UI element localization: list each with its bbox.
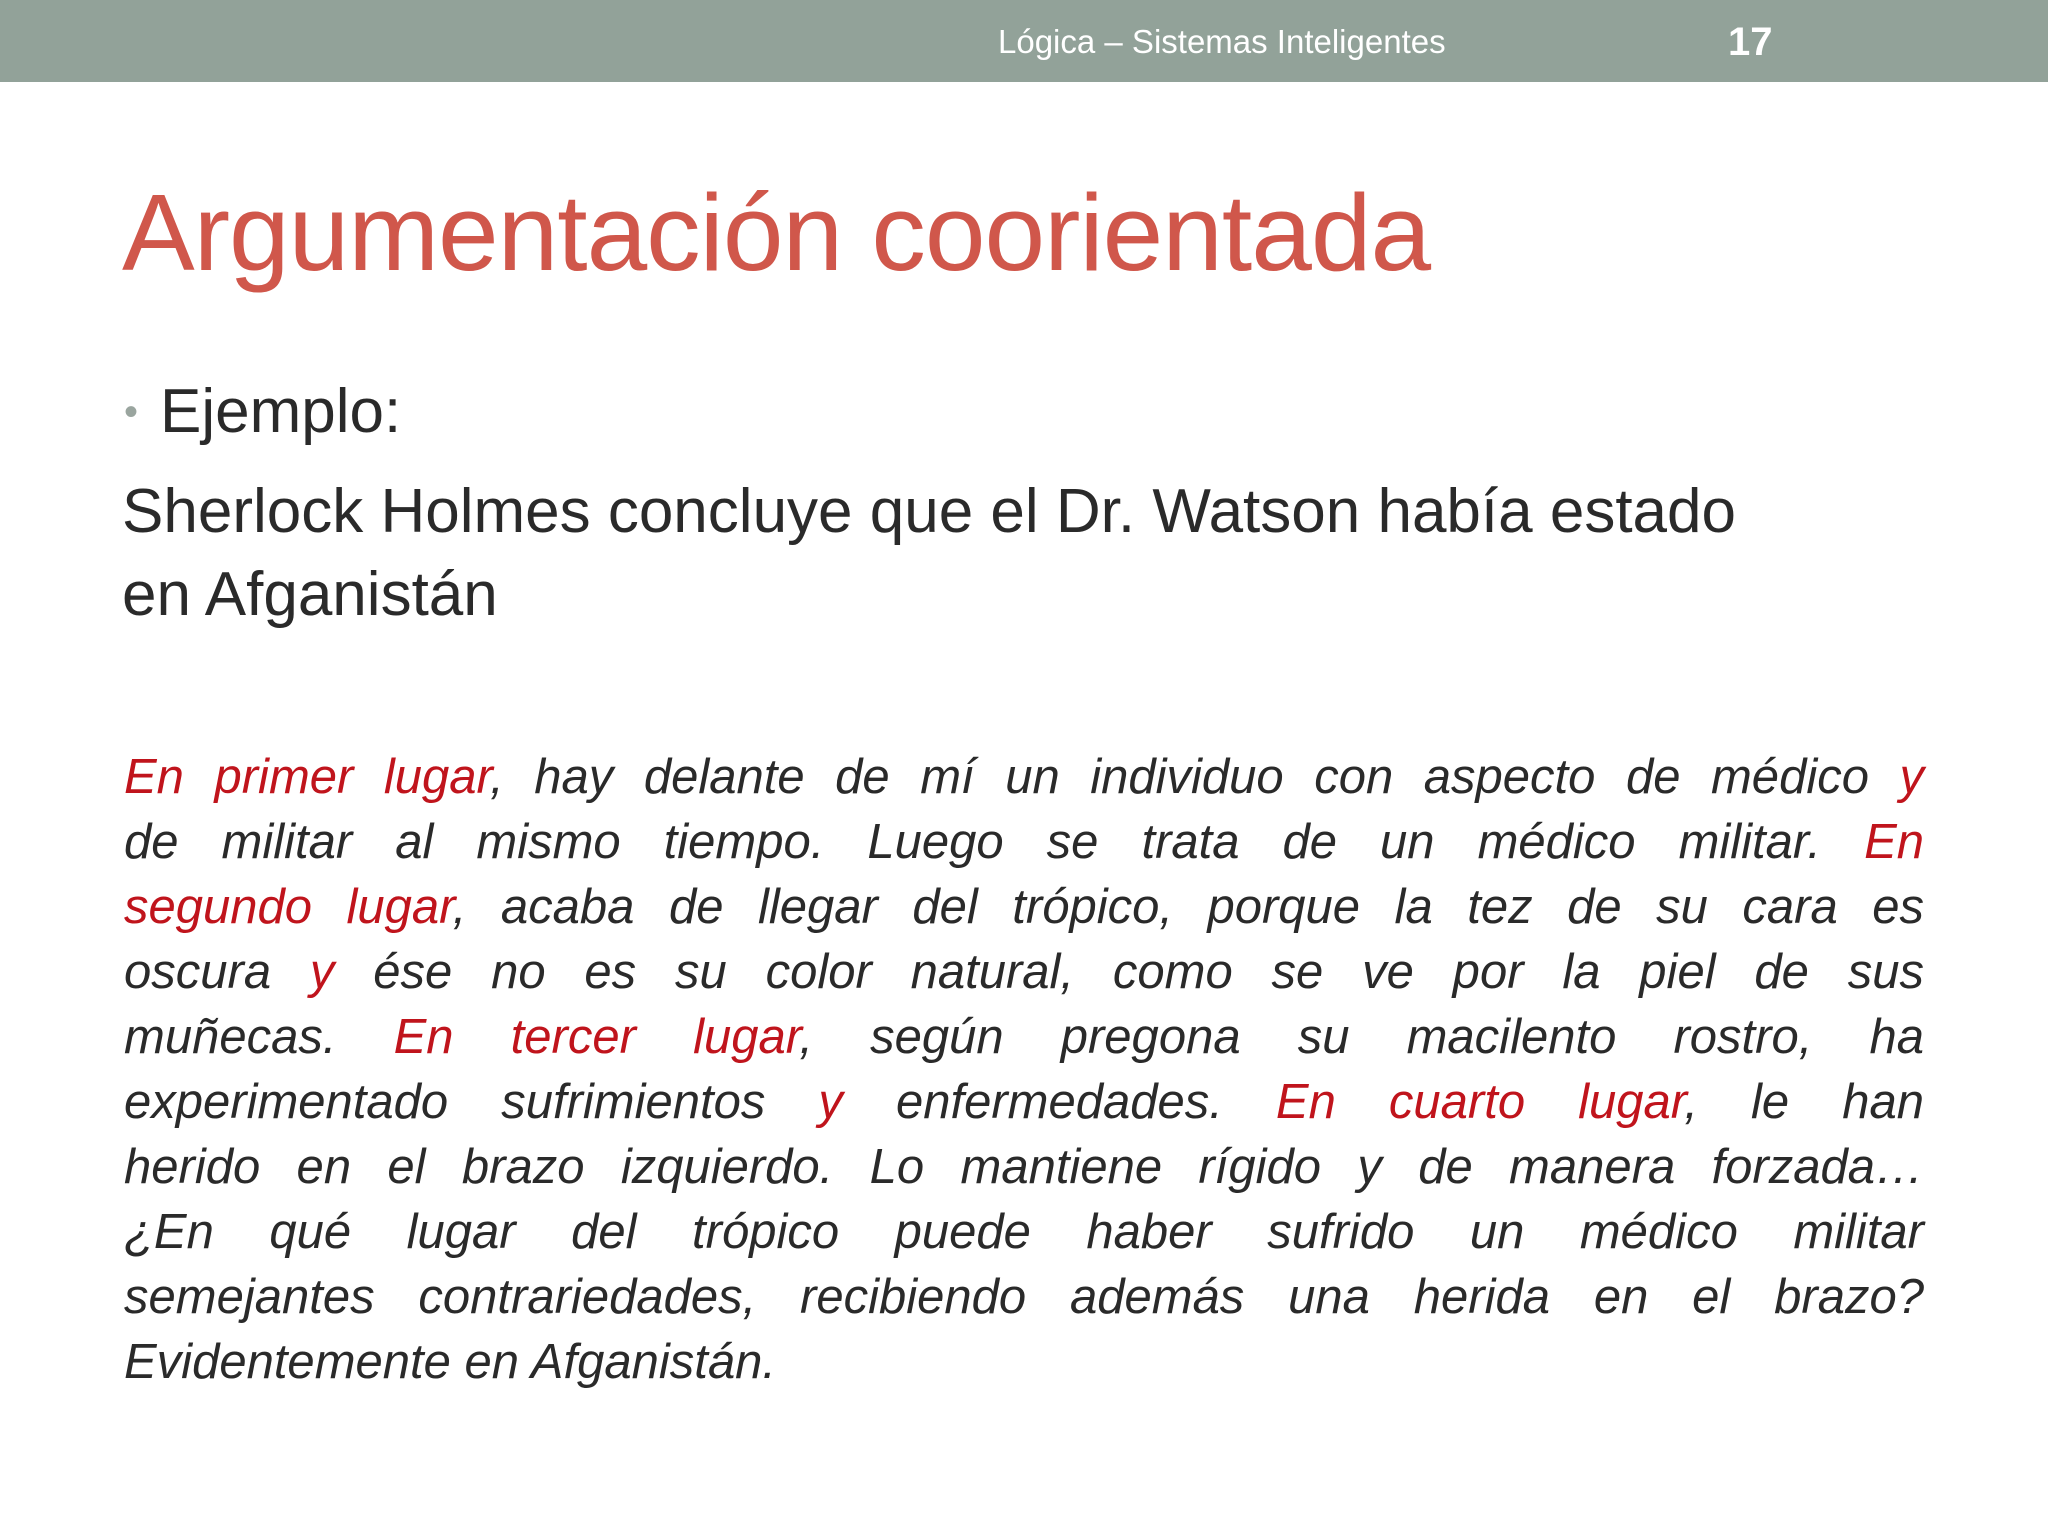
highlighted-connector: En tercer lugar (393, 1010, 800, 1064)
slide-title: Argumentación coorientada (122, 172, 1431, 294)
bullet-dot-icon: • (124, 390, 139, 434)
quote-line (124, 1070, 1924, 1135)
example-description-line: en Afganistán (122, 560, 498, 629)
quote-line (124, 875, 1924, 940)
highlighted-connector: y (309, 945, 335, 999)
quote-text: , acaba de llegar del trópico, porque la tez de su cara es (452, 880, 1924, 934)
example-description (122, 470, 1962, 636)
quote-line (124, 745, 1924, 810)
example-description-line: Sherlock Holmes concluye que el Dr. Watson había estado (122, 477, 1736, 546)
quote-text: ése no es su color natural, como se ve por la piel de sus (334, 945, 1924, 999)
quote-text: oscura (124, 945, 310, 999)
quote-text: herido en el brazo izquierdo. Lo mantiene rígido y de manera forzada… (124, 1140, 1924, 1194)
quote-text: , según pregona su macilento rostro, ha (799, 1010, 1924, 1064)
slide-number: 17 (1728, 20, 1773, 64)
quote-line (124, 810, 1924, 875)
quote-text: muñecas. (124, 1010, 394, 1064)
quote-text: enfermedades. (842, 1075, 1276, 1129)
highlighted-connector: En (1864, 815, 1924, 869)
header-bar (0, 0, 2048, 82)
highlighted-connector: En primer lugar (124, 750, 491, 804)
quote-line (124, 1135, 1924, 1200)
highlighted-connector: y (1899, 750, 1925, 804)
quote-text: , hay delante de mí un individuo con aspecto de médico (490, 750, 1900, 804)
highlighted-connector: En cuarto lugar (1275, 1075, 1685, 1129)
bullet-item (124, 372, 401, 452)
quote-text: experimentado sufrimientos (124, 1075, 819, 1129)
quote-text: semejantes contrariedades, recibiendo además una herida en el brazo? (124, 1270, 1924, 1324)
bullet-label: Ejemplo: (160, 377, 402, 446)
highlighted-connector: segundo lugar (124, 880, 453, 934)
highlighted-connector: y (818, 1075, 843, 1129)
quote-line (124, 1265, 1924, 1330)
quote-line (124, 1330, 1924, 1395)
quote-text: de militar al mismo tiempo. Luego se trata de un médico militar. (124, 815, 1865, 869)
quote-line (124, 1005, 1924, 1070)
quote-text: ¿En qué lugar del trópico puede haber sufrido un médico militar (124, 1205, 1924, 1259)
quote-text: Evidentemente en Afganistán. (124, 1335, 776, 1389)
quote-line (124, 940, 1924, 1005)
quote-block (124, 745, 1924, 1395)
quote-line (124, 1200, 1924, 1265)
quote-text: , le han (1684, 1075, 1924, 1129)
header-title: Lógica – Sistemas Inteligentes (998, 23, 1446, 60)
